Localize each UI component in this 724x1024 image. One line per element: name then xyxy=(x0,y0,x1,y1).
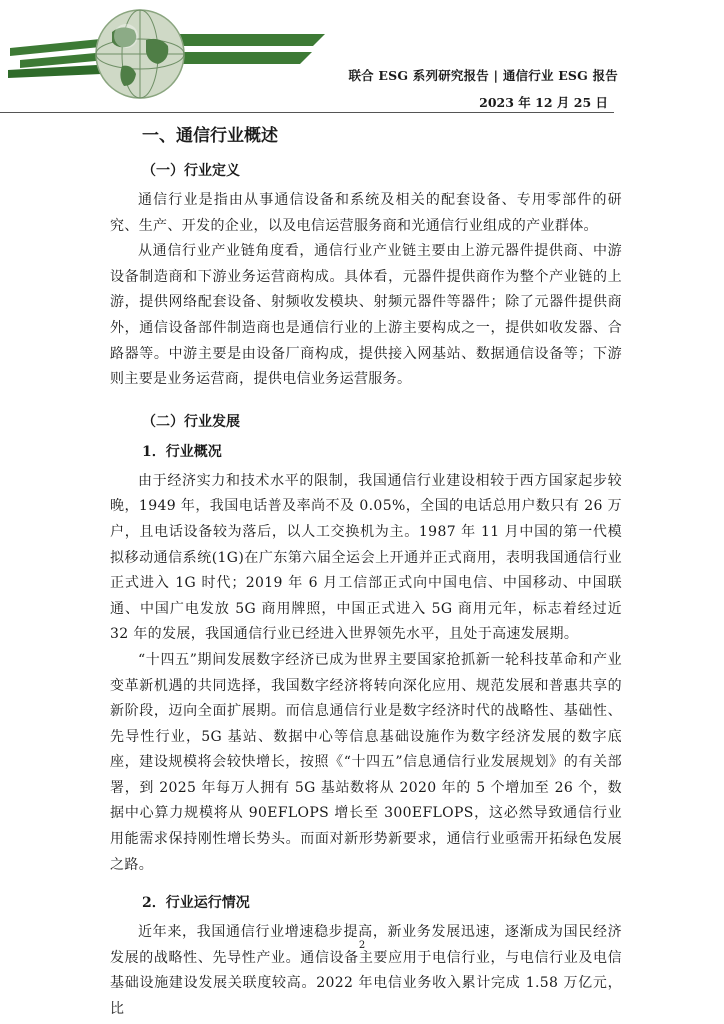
paragraph-overview-2: “十四五”期间发展数字经济已成为世界主要国家抢抓新一轮科技革命和产业变革新机遇的共同选择，我国数字经济将转向深化应用、规范发展和普惠共享的新阶段，迈向全面扩展期。而信息通信行业是数字经济时代的战略性、基础性、先导性行业，5G 基站、数据中心等信息基础设施作为数字经济发展的数字底座，建设规模将会较快增长，按照《“十四五”信息通信行业发展规划》的有关部署，到 2025 年每万人拥有 5G 基站数将从 2020 年的 5 个增加至 26 个，数据中心算力规模将从 90EFLOPS 增长至 300EFLOPS，这必然导致通信行业用能需求保持刚性增长势头。而面对新形势新要求，通信行业亟需开拓绿色发展之路。 xyxy=(110,651,622,873)
globe-logo-icon xyxy=(96,10,184,98)
subsection-title-development: （二）行业发展 xyxy=(142,413,240,430)
section-title: 一、通信行业概述 xyxy=(142,126,278,146)
subheading-operation: 2．行业运行情况 xyxy=(142,895,250,912)
header-divider xyxy=(0,112,614,113)
header-logo-band xyxy=(0,0,724,110)
report-date: 2023 年 12 月 25 日 xyxy=(479,95,608,110)
paragraph-definition-1: 通信行业是指由从事通信设备和系统及相关的配套设备、专用零部件的研究、生产、开发的企业，以及电信运营服务商和光通信行业组成的产业群体。 xyxy=(110,192,622,234)
document-body xyxy=(110,116,622,1023)
paragraph-overview-1: 由于经济实力和技术水平的限制，我国通信行业建设相较于西方国家起步较晚，1949 年，我国电话普及率尚不及 0.05%，全国的电话总用户数只有 26 万户，且电话设备较为落后，以人工交换机为主。1987 年 11 月中国的第一代模拟移动通信系统(1G)在广东第六届全运会上开通并正式商用，表明我国通信行业正式进入 1G 时代；2019 年 6 月工信部正式向中国电信、中国移动、中国联通、中国广电发放 5G 商用牌照，中国正式进入 5G 商用元年，标志着经过近 32 年的发展，我国通信行业已经进入世界领先水平，且处于高速发展期。 xyxy=(110,472,622,643)
page-number: 2 xyxy=(358,940,366,951)
subheading-overview: 1．行业概况 xyxy=(142,443,222,460)
report-header-title: 联合 ESG 系列研究报告 | 通信行业 ESG 报告 xyxy=(348,68,618,83)
paragraph-operation-1: 近年来，我国通信行业增速稳步提高，新业务发展迅速，逐渐成为国民经济发展的战略性、先导性产业。通信设备主要应用于电信行业，与电信行业及电信基础设施建设发展关联度较高。2022 年电信业务收入累计完成 1.58 万亿元，比 xyxy=(110,924,622,1018)
paragraph-definition-2: 从通信行业产业链角度看，通信行业产业链主要由上游元器件提供商、中游设备制造商和下游业务运营商构成。具体看，元器件提供商作为整个产业链的上游，提供网络配套设备、射频收发模块、射频元器件等器件；除了元器件提供商外，通信设备部件制造商也是通信行业的上游主要构成之一，提供如收发器、合路器等。中游主要是由设备厂商构成，提供接入网基站、数据通信设备等；下游则主要是业务运营商，提供电信业务运营服务。 xyxy=(110,243,622,388)
subsection-title-definition: （一）行业定义 xyxy=(142,163,240,179)
